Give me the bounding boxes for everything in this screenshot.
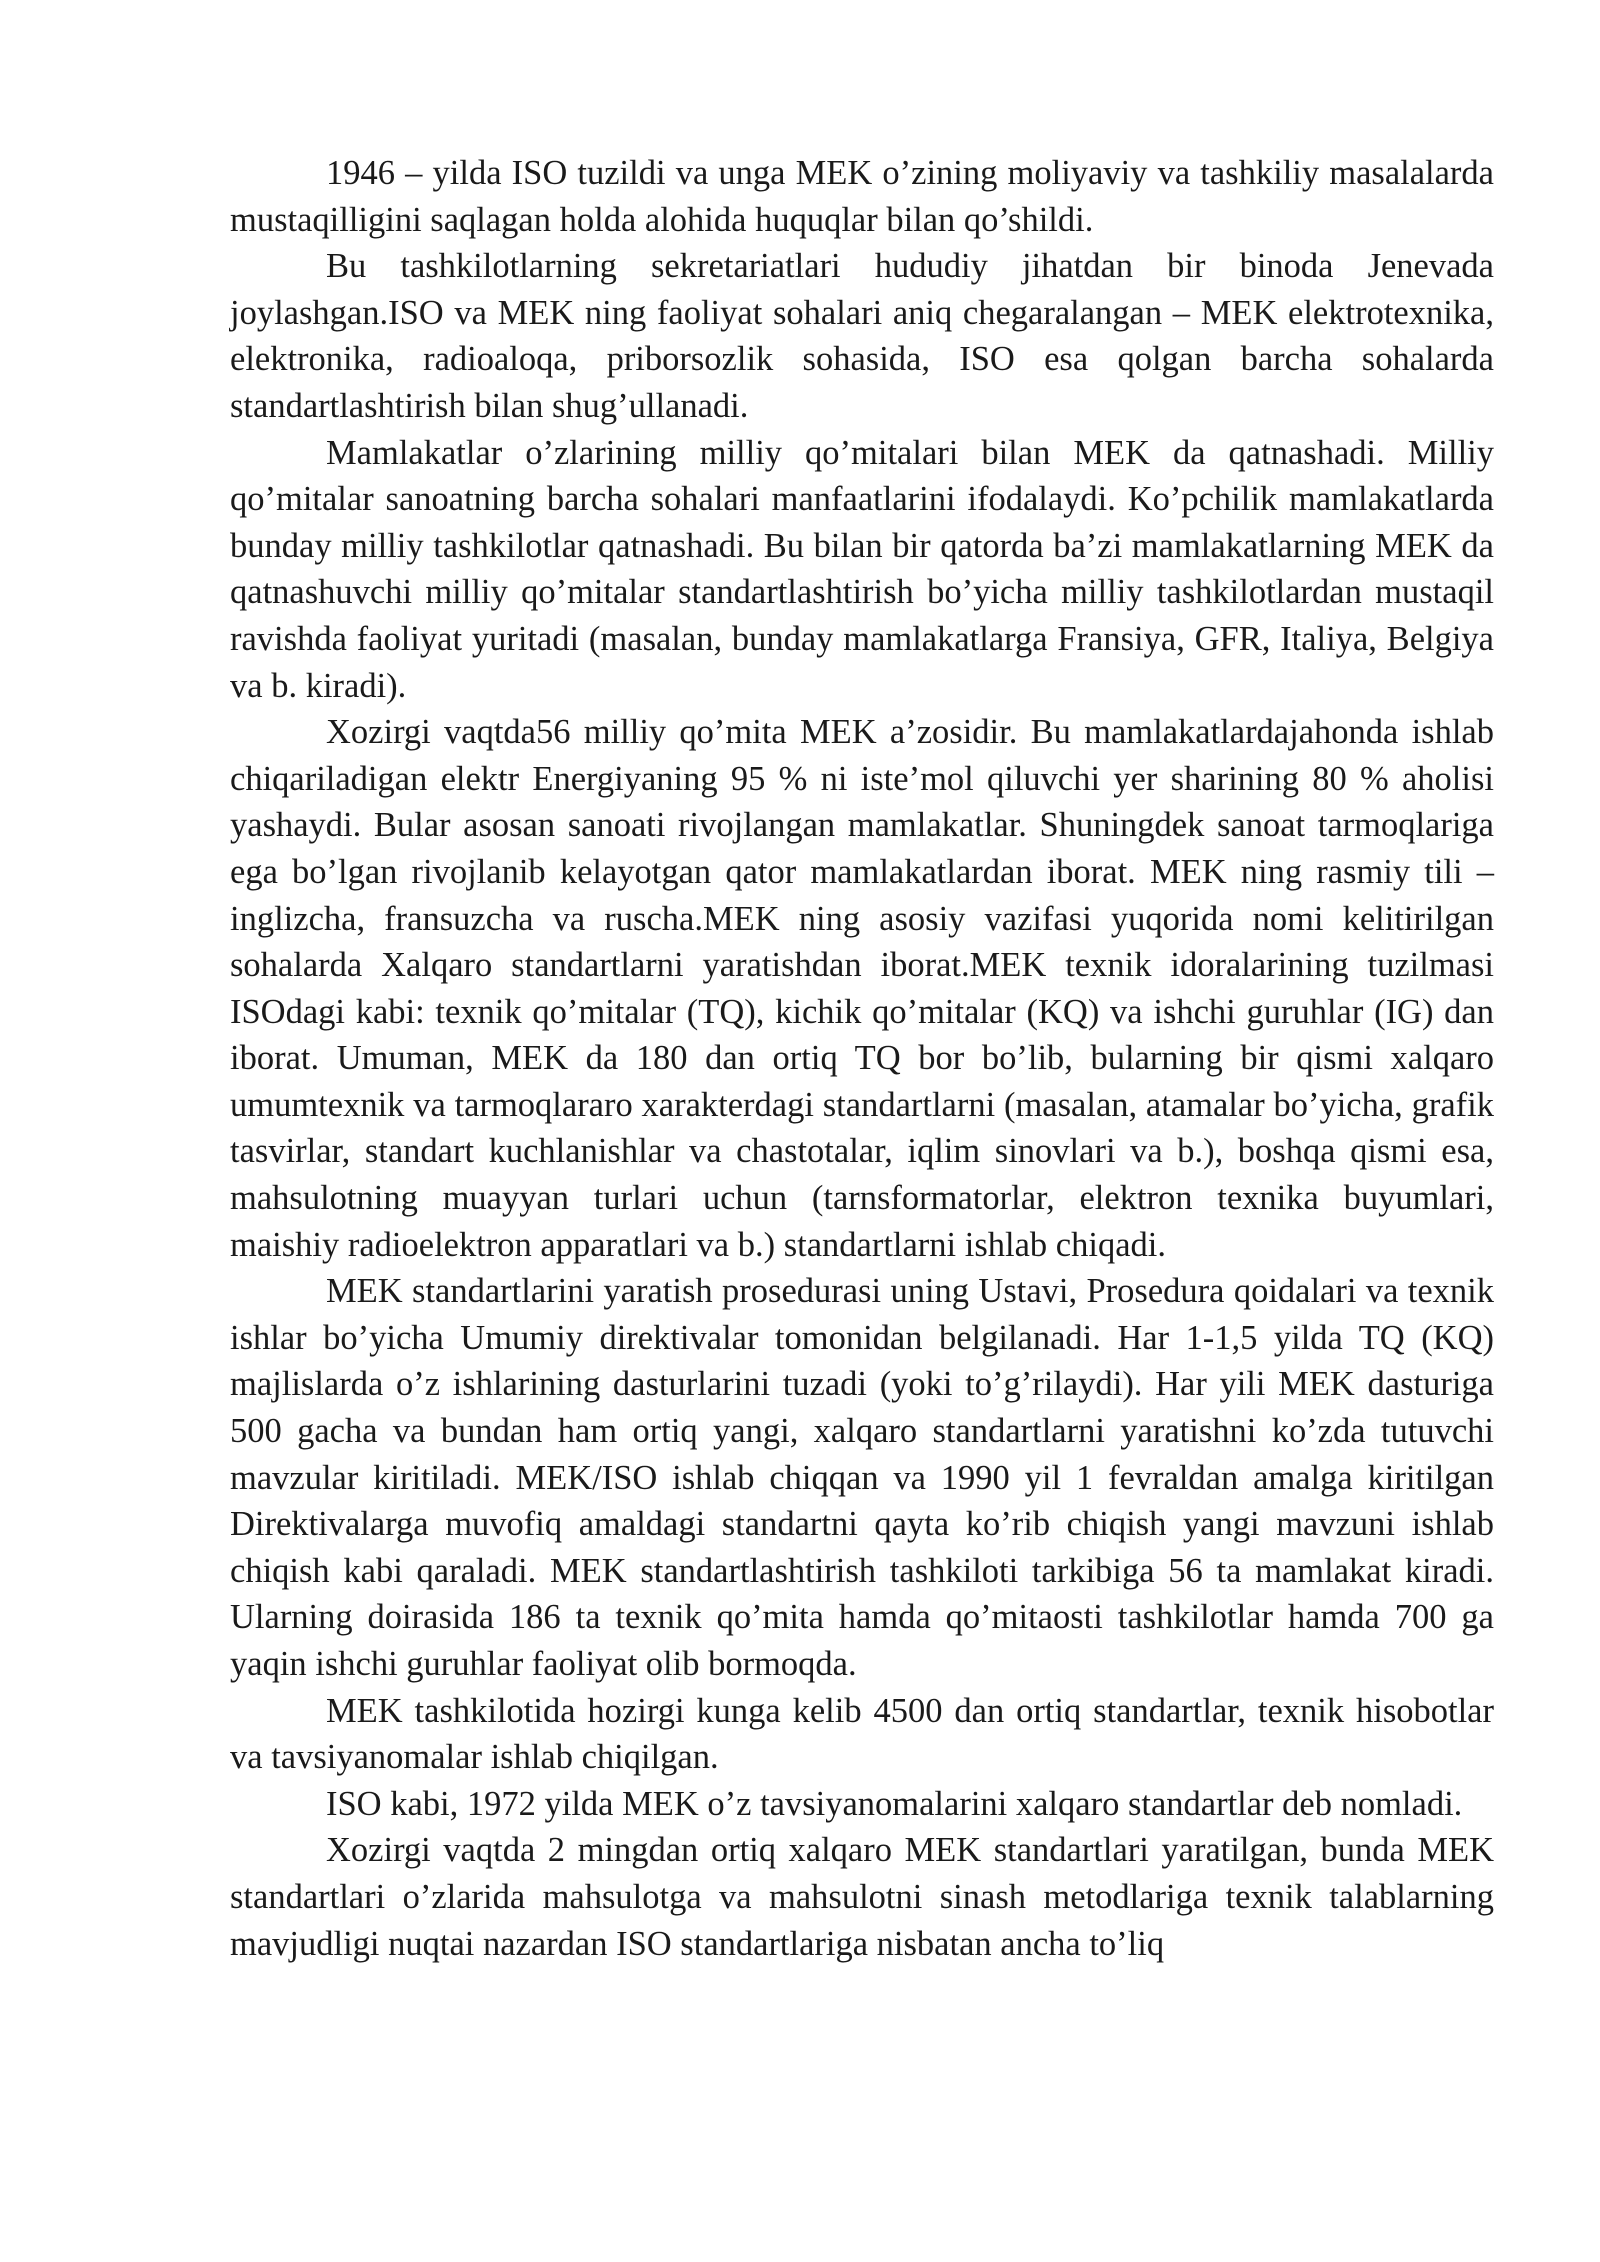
paragraph-standards-count: MEK tashkilotida hozirgi kunga kelib 4500 dan ortiq standartlar, texnik hisobotlar va tavsiyanomalar ishlab chiqilgan. — [230, 1691, 1494, 1777]
paragraph-standards-procedure: MEK standartlarini yaratish prosedurasi uning Ustavi, Prosedura qoidalari va texnik ishlar bo’yicha Umumiy direktivalar tomonidan belgilanadi. Har 1-1,5 yilda TQ (KQ) majlislarda o’z ishlarining dasturlarini tuzadi (yoki to’g’rilaydi). Har yili MEK dasturiga 500 gacha va bundan ham ortiq yangi, xalqaro standartlarni yaratishni ko’zda tutuvchi mavzular kiritiladi. MEK/ISO ishlab chiqqan va 1990 yil 1 fevraldan amalga kiritilgan Direktivalarga muvofiq amaldagi standartni qayta ko’rib chiqish yangi mavzuni ishlab chiqish kabi qaraladi. MEK standartlashtirish tashkiloti tarkibiga 56 ta mamlakat kiradi. Ularning doirasida 186 ta texnik qo’mita hamda qo’mitaosti tashkilotlar hamda 700 ga yaqin ishchi guruhlar faoliyat olib bormoqda. — [230, 1272, 1494, 1683]
paragraph-national-committees: Mamlakatlar o’zlarining milliy qo’mitalari bilan MEK da qatnashadi. Milliy qo’mitalar sanoatning barcha sohalari manfaatlarini ifodalaydi. Ko’pchilik mamlakatlarda bunday milliy tashkilotlar qatnashadi. Bu bilan bir qatorda ba’zi mamlakatlarning MEK da qatnashuvchi milliy qo’mitalar standartlashtirish bo’yicha milliy tashkilotlardan mustaqil ravishda faoliyat yuritadi (masalan, bunday mamlakatlarga Fransiya, GFR, Italiya, Belgiya va b. kiradi). — [230, 433, 1494, 705]
paragraph-mek-members: Xozirgi vaqtda56 milliy qo’mita MEK a’zosidir. Bu mamlakatlardajahonda ishlab chiqariladigan elektr Energiyaning 95 % ni iste’mol qiluvchi yer sharining 80 % aholisi yashaydi. Bular asosan sanoati rivojlangan mamlakatlar. Shuningdek sanoat tarmoqlariga ega bo’lgan rivojlanib kelayotgan qator mamlakatlardan iborat. MEK ning rasmiy tili – inglizcha, fransuzcha va ruscha.MEK ning asosiy vazifasi yuqorida nomi kelitirilgan sohalarda Xalqaro standartlarni yaratishdan iborat.MEK texnik idoralarining tuzilmasi ISOdagi kabi: texnik qo’mitalar (TQ), kichik qo’mitalar (KQ) va ishchi guruhlar (IG) dan iborat. Umuman, MEK da 180 dan ortiq TQ bor bo’lib, bularning bir qismi xalqaro umumtexnik va tarmoqlararo xarakterdagi standartlarni (masalan, atamalar bo’yicha, grafik tasvirlar, standart kuchlanishlar va chastotalar, iqlim sinovlari va b.), boshqa qismi esa, mahsulotning muayyan turlari uchun (tarnsformatorlar, elektron texnika buyumlari, maishiy radioelektron apparatlari va b.) standartlarni ishlab chiqadi. — [230, 713, 1494, 1264]
paragraph-secretariats: Bu tashkilotlarning sekretariatlari hududiy jihatdan bir binoda Jenevada joylashgan.ISO va MEK ning faoliyat sohalari aniq chegaralangan – MEK elektrotexnika, elektronika, radioaloqa, priborsozlik sohasida, ISO esa qolgan barcha sohalarda standartlashtirish bilan shug’ullanadi. — [230, 247, 1494, 425]
paragraph-current-standards: Xozirgi vaqtda 2 mingdan ortiq xalqaro MEK standartlari yaratilgan, bunda MEK standartlari o’zlarida mahsulotga va mahsulotni sinash metodlariga texnik talablarning mavjudligi nuqtai nazardan ISO standartlariga nisbatan ancha to’liq — [230, 1831, 1494, 1963]
paragraph-naming-1972: ISO kabi, 1972 yilda MEK o’z tavsiyanomalarini xalqaro standartlar deb nomladi. — [326, 1784, 1463, 1823]
paragraph-iso-founding: 1946 – yilda ISO tuzildi va unga MEK o’zining moliyaviy va tashkiliy masalalarda mustaqilligini saqlagan holda alohida huquqlar bilan qo’shildi. — [230, 154, 1494, 239]
document-page — [230, 150, 1494, 1967]
